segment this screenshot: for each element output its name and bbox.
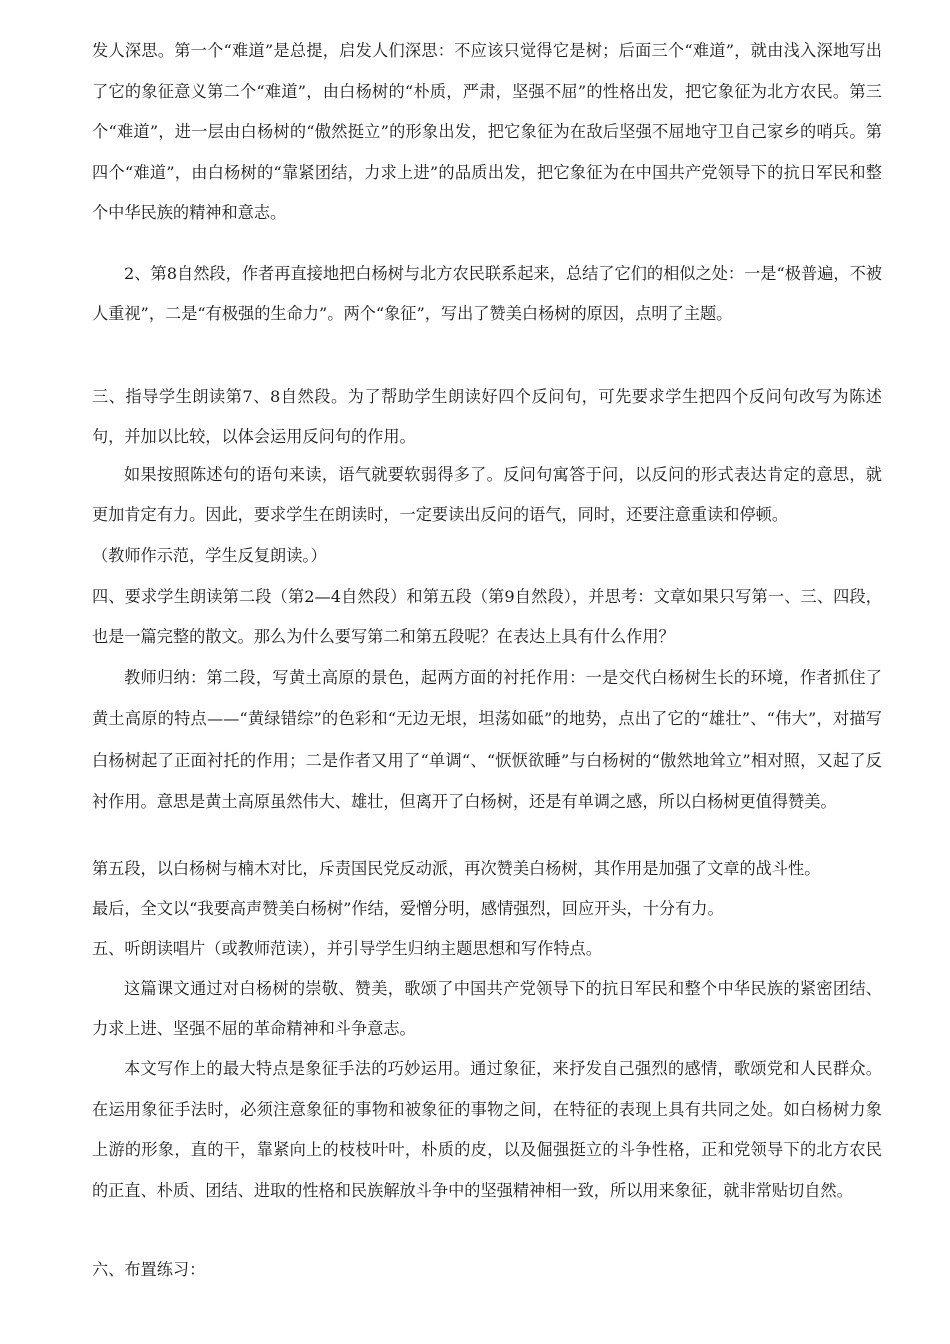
paragraph-teacher-summary: 教师归纳：第二段，写黄土高原的景色，起两方面的衬托作用：一是交代白杨树生长的环境，作者抓住了黄土高原的特点——“黄绿错综”的色彩和“无边无垠，坦荡如砥”的地势，点出了它的“雄壮”、“伟大”，对描写白杨树起了正面衬托的作用；二是作者又用了“单调“、“恹恹欲睡”与白杨树的“傲然地耸立”相对照，又起了反衬作用。意思是黄土高原虽然伟大、雄壮，但离开了白杨树，还是有单调之感，所以白杨树更值得赞美。: [92, 668, 882, 812]
paragraph-step-three: 三、指导学生朗读第7、8自然段。为了帮助学生朗读好四个反问句，可先要求学生把四个反问句改写为陈述句，并加以比较，以体会运用反问句的作用。: [92, 387, 882, 446]
paragraph-step-six: 六、布置练习：: [92, 1260, 206, 1279]
paragraph-teacher-demo: （教师作示范，学生反复朗读。）: [92, 546, 327, 565]
paragraph-conclusion: 最后，全文以“我要高声赞美白杨树”作结，爱憎分明，感情强烈，回应开头，十分有力。: [92, 899, 724, 918]
paragraph-theme: 这篇课文通过对白杨树的崇敬、赞美，歌颂了中国共产党领导下的抗日军民和整个中华民族的紧密团结、力求上进、坚强不屈的革命精神和斗争意志。: [92, 979, 882, 1038]
paragraph-step-five: 五、听朗读唱片（或教师范读），并引导学生归纳主题思想和写作特点。: [92, 939, 602, 958]
paragraph-writing-features: 本文写作上的最大特点是象征手法的巧妙运用。通过象征，来抒发自己强烈的感情，歌颂党和人民群众。在运用象征手法时，必须注意象征的事物和被象征的事物之间，在特征的表现上具有共同之处。如白杨树力象上游的形象，直的干，靠紧向上的枝枝叶叶，朴质的皮，以及倔强挺立的斗争性格，正和党领导下的北方农民的正直、朴质、团结、进取的性格和民族解放斗争中的坚强精神相一致，所以用来象征，就非常贴切自然。: [92, 1059, 882, 1200]
paragraph-section-five: 第五段，以白杨树与楠木对比，斥责国民党反动派，再次赞美白杨树，其作用是加强了文章的战斗性。: [92, 859, 821, 878]
paragraph-symbolism-analysis: 发人深思。第一个“难道”是总提，启发人们深思：不应该只觉得它是树；后面三个“难道”，就由浅入深地写出了它的象征意义第二个“难道”，由白杨树的“朴质，严肃，坚强不屈”的性格出发，把它象征为北方农民。第三个“难道”，进一层由白杨树的“傲然挺立”的形象出发，把它象征为在敌后坚强不屈地守卫自己家乡的哨兵。第四个“难道”，由白杨树的“靠紧团结，力求上进”的品质出发，把它象征为在中国共产党领导下的抗日军民和整个中华民族的精神和意志。: [92, 41, 882, 223]
paragraph-section-8: 2、第8自然段，作者再直接地把白杨树与北方农民联系起来，总结了它们的相似之处：一是“极普遍，不被人重视”，二是“有极强的生命力”。两个“象征”，写出了赞美白杨树的原因，点明了主题。: [92, 264, 882, 323]
paragraph-rhetorical-reading: 如果按照陈述句的语句来读，语气就要软弱得多了。反问句寓答于问，以反问的形式表达肯定的意思，就更加肯定有力。因此，要求学生在朗读时，一定要读出反问的语气，同时，还要注意重读和停顿。: [92, 465, 882, 524]
paragraph-step-four: 四、要求学生朗读第二段（第2—4自然段）和第五段（第9自然段），并思考：文章如果只写第一、三、四段，也是一篇完整的散文。那么为什么要写第二和第五段呢？在表达上具有什么作用？: [92, 587, 882, 646]
